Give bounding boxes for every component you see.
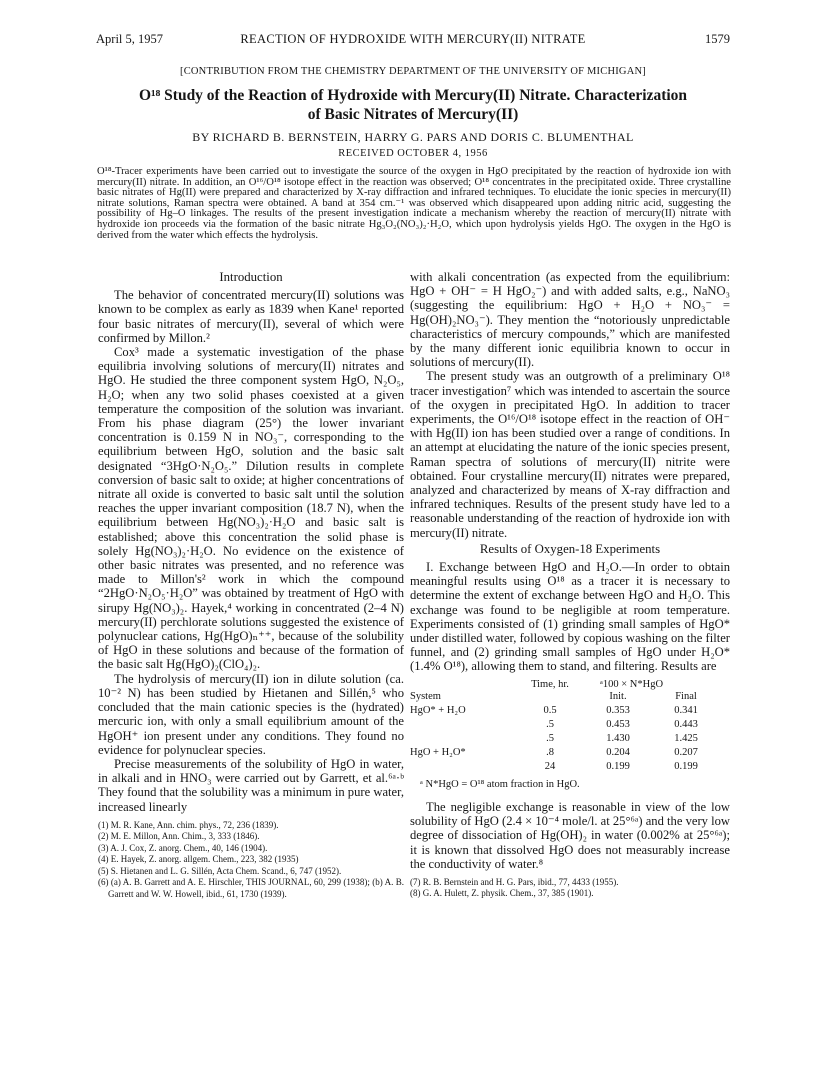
col-header-final: Final [675, 690, 697, 702]
received-date: RECEIVED OCTOBER 4, 1956 [338, 148, 488, 159]
paragraph: Cox³ made a systematic investigation of the phase equilibria involving solutions of mercury(II) nitrates and HgO. He studied the three component system HgO, N₂O₅, H₂O; when any two solid phases coexisted at a given temperature the composition of the solution was invariant. From his phase diagram (25°) the lower invariant concentration is 0.159 N in NO₃⁻, corresponding to the equilibrium between HgO, solution and the basic salt designated “3HgO·N₂O₅.” Dilution results in complete conversion of basic salt to oxide; at higher concentrations of nitrate all oxide is converted to basic salt until the solution reaches the upper invariant composition (18.7 N), when the equilibrium between Hg(NO₃)₂·H₂O and basic salt is established; above this concentration the solid phase is solely Hg(NO₃)₂·H₂O. No evidence on the existence of other basic nitrates was presented, and no reference was made to Millon's² work in which the compound “2HgO·N₂O₅·H₂O” was obtained by treatment of HgO with sirupy Hg(NO₃)₂. Hayek,⁴ working in concentrated (2–4 N) mercury(II) perchlorate solutions suggested the existence of polynuclear cations, Hg(HgO)ₙ⁺⁺, because of the solubility of HgO in these solutions and because of the formation of the basic salt Hg(HgO)₂(ClO₄)₂. [98, 345, 404, 672]
cell-time: 24 [544, 760, 556, 772]
running-header [96, 32, 730, 48]
footnote: (8) G. A. Hulett, Z. physik. Chem., 37, 385 (1901). [410, 888, 594, 899]
cell-time: .8 [546, 746, 554, 758]
table-row [410, 760, 730, 774]
footnote: (2) M. E. Millon, Ann. Chim., 3, 333 (1846). [98, 831, 260, 842]
footnotes-right [410, 877, 730, 900]
col-header-group: ᵃ100 × N*HgO [600, 678, 664, 690]
right-column [410, 270, 730, 900]
header-page-number: 1579 [705, 32, 730, 46]
abstract: O¹⁸-Tracer experiments have been carried out to investigate the source of the oxygen in HgO precipitated by the reaction of hydroxide ion with mercury(II) nitrate. In addition, an O¹⁶/O¹⁸ isotope effect in the reaction was observed; O¹⁸ concentrates in the precipitated oxide. Three crystalline basic nitrates of Hg(II) were prepared and characterized by X-ray diffraction and infrared techniques. To elucidate the ionic species in mercury(II) nitrate solutions, Raman spectra were obtained. A band at 354 cm.⁻¹ was observed which disappeared upon adding nitric acid, suggesting the possibility of Hg–O linkages. The results of the present investigation indicate a mechanism whereby the reaction of mercury(II) nitrate with hydroxide ion proceeds via the formation of the basic nitrate Hg₃O₂(NO₃)₂·H₂O, which upon hydrolysis yields HgO. The oxygen in the HgO is derived from the water which effects the hydrolysis. [97, 166, 731, 241]
section-heading-results: Results of Oxygen-18 Experiments [479, 541, 661, 556]
paragraph: The hydrolysis of mercury(II) ion in dilute solution (ca. 10⁻² N) has been studied by Hietanen and Sillén,⁵ who concluded that the main cationic species is the (hydrated) mercuric ion, with only a small equilibrium amount of the HgOH⁺ ion present under any conditions. They found no evidence for polynuclear species. [98, 671, 404, 757]
cell-time: .5 [546, 718, 554, 730]
header-date: April 5, 1957 [96, 32, 164, 46]
paragraph: The behavior of concentrated mercury(II) solutions was known to be complex as early as 1839 when Kane¹ reported four basic nitrates of mercury(II), several of which were confirmed by Millon.² [98, 288, 404, 345]
paragraph: I. Exchange between HgO and H₂O.—In order to obtain meaningful results using O¹⁸ as a tracer it is necessary to determine the extent of exchange between HgO and H₂O. This exchange was found to be negligible at room temperature. Experiments consisted of (1) grinding small samples of HgO* under distilled water, followed by copious washing on the filter funnel, and (2) grinding small samples of HgO under H₂O* (1.4% O¹⁸), allowing them to stand, and filtering. Results are [410, 560, 730, 674]
results-table [410, 678, 730, 774]
paragraph: Precise measurements of the solubility of HgO in water, in alkali and in HNO₃ were carried out by Garrett, et al.⁶ᵃ·ᵇ They found that the solubility was a minimum in pure water, increased linearly [98, 756, 404, 814]
table-footnote: ᵃ N*HgO = O¹⁸ atom fraction in HgO. [420, 778, 580, 790]
table-row [410, 732, 730, 746]
footnote: (5) S. Hietanen and L. G. Sillén, Acta Chem. Scand., 6, 747 (1952). [98, 865, 342, 876]
cell-time: .5 [546, 732, 554, 744]
cell-final: 0.443 [674, 718, 698, 730]
contribution-line: [CONTRIBUTION FROM THE CHEMISTRY DEPARTMENT OF THE UNIVERSITY OF MICHIGAN] [180, 66, 646, 77]
footnotes-left [98, 820, 404, 901]
cell-init: 0.204 [606, 746, 630, 758]
cell-time: 0.5 [543, 704, 557, 716]
table-header [410, 678, 730, 704]
cell-init: 0.353 [606, 704, 630, 716]
title-line-1: O¹⁸ Study of the Reaction of Hydroxide with Mercury(II) Nitrate. Characterization [138, 87, 688, 104]
cell-final: 0.207 [674, 746, 698, 758]
footnote: (1) M. R. Kane, Ann. chim. phys., 72, 236 (1839). [98, 819, 279, 830]
paragraph: The present study was an outgrowth of a preliminary O¹⁸ tracer investigation⁷ which was intended to ascertain the source of the oxygen in precipitated HgO. In addition to tracer experiments, the O¹⁶/O¹⁸ isotope effect in the reaction of OH⁻ with Hg(II) ion has been studied over a range of conditions. In an attempt at elucidating the nature of the ionic species present, Raman spectra of solutions of mercury(II) nitrite were obtained. Four crystalline mercury(II) nitrates were prepared, analyzed and characterized by means of X-ray diffraction and infrared techniques. Results of the present study have led to a reasonable understanding of the reaction of hydroxide ion with mercury(II) nitrate. [410, 369, 730, 540]
table-row [410, 704, 730, 718]
header-running-title: REACTION OF HYDROXIDE WITH MERCURY(II) NITRATE [240, 32, 586, 46]
footnote: (6) (a) A. B. Garrett and A. E. Hirschler, THIS JOURNAL, 60, 299 (1938); (b) A. B. Garrett and W. W. Howell, ibid., 61, 1730 (1939). [98, 877, 404, 899]
section-heading-introduction: Introduction [219, 270, 283, 284]
table-row [410, 718, 730, 732]
cell-system: HgO* + H₂O [410, 704, 466, 716]
left-column [98, 270, 404, 900]
authors: BY RICHARD B. BERNSTEIN, HARRY G. PARS AND DORIS C. BLUMENTHAL [192, 130, 634, 144]
cell-init: 1.430 [606, 732, 630, 744]
cell-system: HgO + H₂O* [410, 746, 466, 758]
footnote: (4) E. Hayek, Z. anorg. allgem. Chem., 223, 382 (1935) [98, 854, 299, 865]
paper-title [96, 86, 730, 124]
cell-final: 1.425 [674, 732, 698, 744]
cell-final: 0.341 [674, 704, 698, 716]
col-header-system: System [410, 690, 441, 702]
footnote: (7) R. B. Bernstein and H. G. Pars, ibid., 77, 4433 (1955). [410, 876, 619, 887]
cell-init: 0.453 [606, 718, 630, 730]
cell-final: 0.199 [674, 760, 698, 772]
footnote: (3) A. J. Cox, Z. anorg. Chem., 40, 146 (1904). [98, 842, 268, 853]
paragraph: with alkali concentration (as expected from the equilibrium: HgO + OH⁻ = H HgO₂⁻) and with added salts, e.g., NaNO₃ (suggesting the equilibrium: HgO + H₂O + NO₃⁻ = Hg(OH)₂NO₃⁻). They mention the “notoriously unpredictable characteristics of mercury compounds,” which are manifested by the many different ionic equilibria known to occur in solutions of mercury(II). [410, 270, 730, 370]
col-header-init: Init. [609, 690, 627, 702]
cell-init: 0.199 [606, 760, 630, 772]
col-header-time: Time, hr. [531, 678, 569, 690]
paragraph: The negligible exchange is reasonable in view of the low solubility of HgO (2.4 × 10⁻⁴ mole/l. at 25°⁶ᵃ) and the very low degree of dissociation of Hg(OH)₂ in water (0.002% at 25°⁶ᵃ); it is known that dissolved HgO does not measurably increase the conductivity of water.⁸ [410, 799, 730, 871]
table-row [410, 746, 730, 760]
title-line-2: of Basic Nitrates of Mercury(II) [307, 106, 519, 123]
